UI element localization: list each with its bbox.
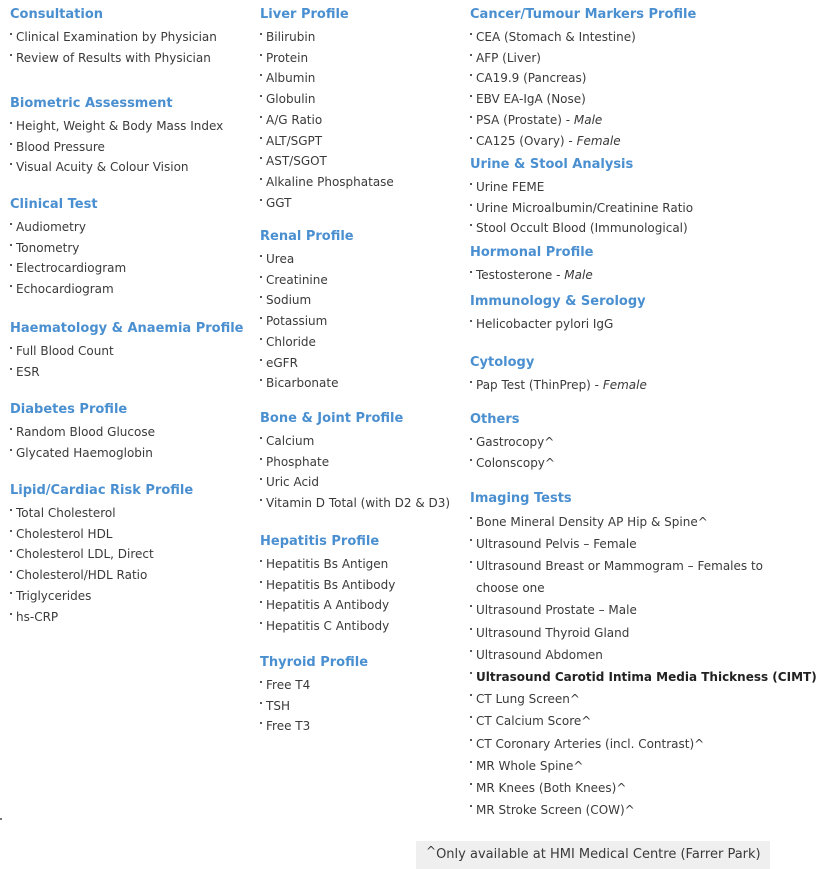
list-item: Alkaline Phosphatase	[260, 172, 460, 193]
list-item: ESR	[10, 362, 250, 383]
list-item: GGT	[260, 193, 460, 214]
list-item: A/G Ratio	[260, 110, 460, 131]
stray-dot	[0, 818, 2, 820]
section-hepatitis	[260, 534, 460, 637]
list-item: MR Whole Spine^	[470, 755, 770, 777]
section-clinical-test	[10, 197, 250, 300]
list-item	[470, 110, 770, 131]
list-item: Hepatitis Bs Antigen	[260, 554, 460, 575]
item-list	[470, 314, 770, 335]
list-item: MR Stroke Screen (COW)^	[470, 799, 770, 821]
list-item: Bone Mineral Density AP Hip & Spine^	[470, 511, 770, 533]
item-list	[470, 375, 770, 396]
list-item: Creatinine	[260, 270, 460, 291]
list-item: Calcium	[260, 431, 460, 452]
item-list	[260, 249, 460, 394]
item-text: EBV EA-IgA (Nose)	[476, 92, 586, 107]
section-heading: Clinical Test	[10, 197, 98, 212]
list-item: eGFR	[260, 353, 460, 374]
list-item: Cholesterol HDL	[10, 524, 250, 545]
list-item: Audiometry	[10, 217, 250, 238]
footnote-caret: ^	[426, 844, 437, 858]
section-heading: Thyroid Profile	[260, 655, 369, 670]
section-heading: Haematology & Anaemia Profile	[10, 321, 244, 336]
gender-note: Female	[576, 133, 621, 148]
section-heading: Immunology & Serology	[470, 294, 646, 309]
list-item: Triglycerides	[10, 586, 250, 607]
list-item: CT Calcium Score^	[470, 710, 770, 732]
section-heading: Bone & Joint Profile	[260, 411, 404, 426]
list-item: Colonscopy^	[470, 453, 770, 474]
section-bone-joint	[260, 411, 460, 514]
item-list	[10, 422, 250, 463]
item-list	[10, 503, 250, 627]
section-imaging-tests	[470, 491, 817, 821]
item-text: CA19.9 (Pancreas)	[476, 71, 587, 86]
list-item	[470, 48, 770, 69]
list-item: Random Blood Glucose	[10, 422, 250, 443]
list-item: Echocardiogram	[10, 279, 250, 300]
list-item: Glycated Haemoglobin	[10, 443, 250, 464]
list-item	[470, 375, 770, 396]
list-item	[470, 131, 770, 152]
list-item: Full Blood Count	[10, 341, 250, 362]
section-heading: Diabetes Profile	[10, 402, 128, 417]
section-heading: Cancer/Tumour Markers Profile	[470, 7, 697, 22]
list-item: Urea	[260, 249, 460, 270]
list-item: Ultrasound Breast or Mammogram – Females to choose one	[470, 555, 766, 599]
gender-note: Male	[573, 112, 603, 127]
list-item: Ultrasound Thyroid Gland	[470, 622, 770, 644]
item-list	[470, 177, 770, 239]
section-heading: Consultation	[10, 7, 104, 22]
item-text: Pap Test (ThinPrep) -	[476, 378, 603, 392]
section-heading: Urine & Stool Analysis	[470, 157, 634, 172]
section-heading: Renal Profile	[260, 229, 354, 244]
list-item: Helicobacter pylori IgG	[470, 314, 770, 335]
section-heading: Others	[470, 412, 520, 427]
item-list	[470, 432, 770, 473]
section-heading: Lipid/Cardiac Risk Profile	[10, 483, 194, 498]
item-list	[260, 27, 460, 213]
list-item: CT Lung Screen^	[470, 688, 770, 710]
list-item	[470, 89, 770, 110]
list-item: Review of Results with Physician	[10, 48, 250, 69]
list-item: Albumin	[260, 68, 460, 89]
item-list	[470, 511, 817, 821]
list-item: Uric Acid	[260, 472, 460, 493]
section-immunology	[470, 294, 770, 335]
list-item: Free T4	[260, 675, 460, 696]
list-item: Protein	[260, 48, 460, 69]
item-text: PSA (Prostate) -	[476, 112, 574, 127]
item-text: Testosterone -	[476, 268, 565, 282]
list-item: Ultrasound Abdomen	[470, 644, 770, 666]
list-item: Gastrocopy^	[470, 432, 770, 453]
list-item: Height, Weight & Body Mass Index	[10, 116, 250, 137]
list-item: Bilirubin	[260, 27, 460, 48]
item-text: CEA (Stomach & Intestine)	[476, 30, 636, 44]
section-renal	[260, 229, 460, 394]
section-hormonal	[470, 245, 770, 286]
list-item: Stool Occult Blood (Immunological)	[470, 218, 770, 239]
section-heading: Cytology	[470, 355, 535, 370]
gender-note: Male	[564, 268, 593, 282]
section-liver	[260, 7, 460, 213]
list-item: Ultrasound Prostate – Male	[470, 599, 770, 621]
list-item: Chloride	[260, 332, 460, 353]
list-item: hs-CRP	[10, 607, 250, 628]
list-item: Electrocardiogram	[10, 258, 250, 279]
section-heading: Hepatitis Profile	[260, 534, 380, 549]
footnote-text: Only available at HMI Medical Centre (Farrer Park)	[436, 847, 761, 862]
list-item	[470, 68, 770, 89]
section-cytology	[470, 355, 770, 396]
section-diabetes	[10, 402, 250, 463]
list-item: AST/SGOT	[260, 151, 460, 172]
list-item: Ultrasound Pelvis – Female	[470, 533, 770, 555]
section-biometric	[10, 96, 250, 178]
list-item: Hepatitis C Antibody	[260, 616, 460, 637]
list-item: Free T3	[260, 716, 460, 737]
list-item: TSH	[260, 696, 460, 717]
list-item: Cholesterol LDL, Direct	[10, 544, 250, 565]
item-list	[260, 431, 460, 514]
list-item: CT Coronary Arteries (incl. Contrast)^	[470, 733, 770, 755]
section-thyroid	[260, 655, 460, 737]
item-list	[10, 341, 250, 382]
list-item: Sodium	[260, 290, 460, 311]
gender-note: Female	[602, 378, 647, 392]
item-list	[10, 116, 250, 178]
list-item: Total Cholesterol	[10, 503, 250, 524]
list-item: Blood Pressure	[10, 137, 250, 158]
section-haematology	[10, 321, 250, 382]
list-item: Phosphate	[260, 452, 460, 473]
footnote	[426, 846, 761, 864]
list-item: Tonometry	[10, 238, 250, 259]
section-heading: Imaging Tests	[470, 491, 572, 506]
list-item: Clinical Examination by Physician	[10, 27, 250, 48]
item-list	[470, 265, 770, 286]
list-item: MR Knees (Both Knees)^	[470, 777, 770, 799]
section-others	[470, 412, 770, 473]
section-heading: Hormonal Profile	[470, 245, 594, 260]
list-item: Urine FEME	[470, 177, 770, 198]
item-list	[470, 27, 770, 151]
section-lipid-cardiac	[10, 483, 250, 627]
list-item: Vitamin D Total (with D2 & D3)	[260, 493, 460, 514]
list-item: Cholesterol/HDL Ratio	[10, 565, 250, 586]
list-item: ALT/SGPT	[260, 131, 460, 152]
section-cancer-markers	[470, 7, 770, 151]
list-item: Hepatitis Bs Antibody	[260, 575, 460, 596]
item-list	[10, 27, 250, 68]
item-list	[260, 554, 460, 637]
item-text: AFP (Liver)	[476, 50, 541, 65]
list-item: Urine Microalbumin/Creatinine Ratio	[470, 198, 770, 219]
list-item: Hepatitis A Antibody	[260, 595, 460, 616]
section-heading: Liver Profile	[260, 7, 349, 22]
list-item: Globulin	[260, 89, 460, 110]
list-item: Potassium	[260, 311, 460, 332]
list-item	[470, 265, 770, 286]
list-item: Ultrasound Carotid Intima Media Thickness (CIMT)	[470, 666, 770, 688]
section-urine-stool	[470, 157, 770, 239]
list-item: Bicarbonate	[260, 373, 460, 394]
section-heading: Biometric Assessment	[10, 96, 173, 111]
list-item	[470, 27, 770, 48]
list-item: Visual Acuity & Colour Vision	[10, 157, 250, 178]
item-list	[10, 217, 250, 300]
item-text: CA125 (Ovary) -	[476, 133, 577, 148]
item-list	[260, 675, 460, 737]
section-consultation	[10, 7, 250, 68]
